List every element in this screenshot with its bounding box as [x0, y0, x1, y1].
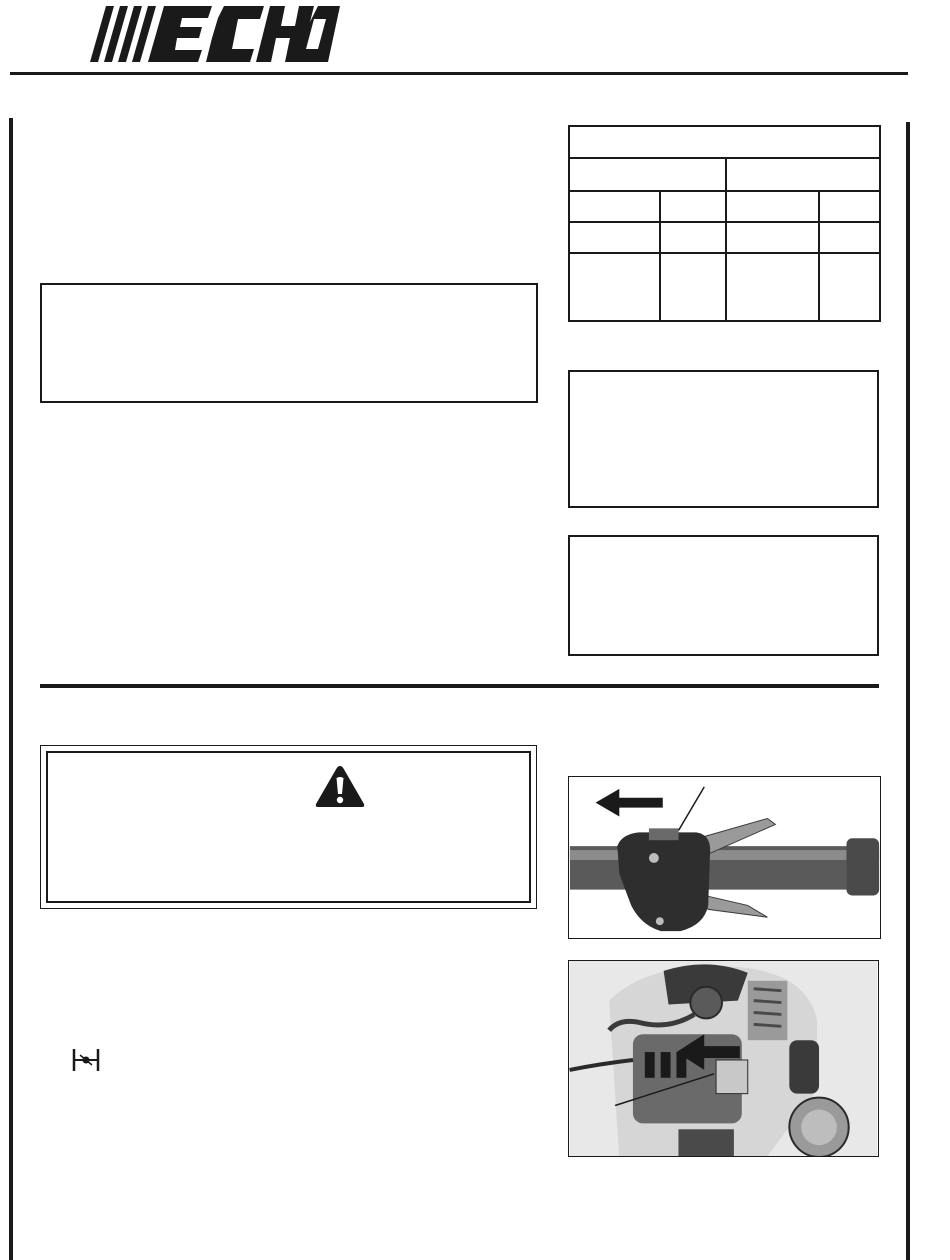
note-box [568, 370, 879, 508]
note-box [568, 535, 879, 656]
registered-trademark: ® [320, 51, 329, 63]
note-box [40, 283, 538, 403]
table-cell [569, 253, 660, 321]
spec-table [568, 125, 881, 322]
table-row [569, 191, 880, 222]
warning-triangle-icon [314, 764, 366, 809]
echo-logo [78, 2, 340, 66]
table-cell [569, 222, 660, 253]
left-margin-rule [9, 118, 13, 1260]
engine-switch-photo [568, 960, 879, 1157]
warning-box [46, 751, 531, 903]
table-cell [569, 126, 880, 158]
right-margin-rule [906, 122, 910, 1260]
table-cell [726, 191, 819, 222]
table-cell [819, 222, 880, 253]
table-row [569, 222, 880, 253]
table-cell [660, 222, 726, 253]
header-rule [10, 72, 908, 75]
table-group-row [569, 158, 880, 191]
table-cell [660, 253, 726, 321]
stop-position-icon [70, 1047, 102, 1073]
table-cell [726, 158, 880, 191]
table-cell [660, 191, 726, 222]
table-cell [819, 191, 880, 222]
table-cell [819, 253, 880, 321]
table-header-row [569, 126, 880, 158]
section-divider [40, 684, 879, 688]
table-cell [726, 222, 819, 253]
throttle-handle-photo [568, 776, 881, 939]
table-row [569, 253, 880, 321]
table-cell [726, 253, 819, 321]
table-cell [569, 191, 660, 222]
table-cell [569, 158, 726, 191]
